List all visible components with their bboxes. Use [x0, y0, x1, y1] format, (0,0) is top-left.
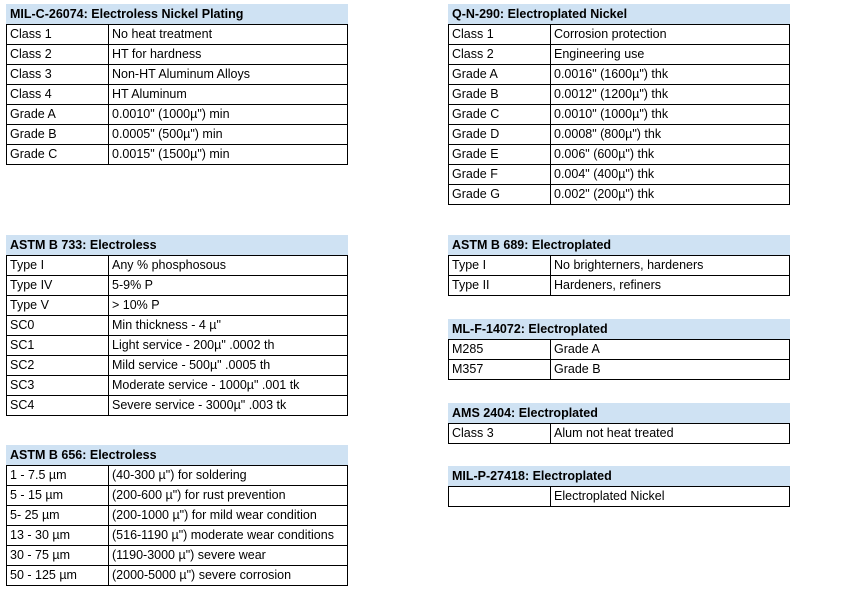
- spec-description-cell: (40-300 µ") for soldering: [109, 466, 348, 486]
- spec-title: MIL-P-27418: Electroplated: [448, 466, 790, 486]
- spec-description-cell: Grade A: [551, 340, 790, 360]
- spec-title: MIL-C-26074: Electroless Nickel Plating: [6, 4, 348, 24]
- spec-description-cell: 0.0016" (1600µ") thk: [551, 65, 790, 85]
- table-row: [449, 256, 790, 276]
- table-row: [7, 256, 348, 276]
- spec-table: [448, 24, 790, 205]
- table-row: [7, 506, 348, 526]
- spec-code-cell: M285: [449, 340, 551, 360]
- spec-code-cell: SC4: [7, 396, 109, 416]
- table-row: [449, 340, 790, 360]
- spec-code-cell: 50 - 125 µm: [7, 566, 109, 586]
- spec-code-cell: Grade A: [449, 65, 551, 85]
- spec-code-cell: Class 1: [7, 25, 109, 45]
- spec-title: Q-N-290: Electroplated Nickel: [448, 4, 790, 24]
- spec-code-cell: Grade D: [449, 125, 551, 145]
- spec-astm-b733: [6, 235, 348, 416]
- spec-description-cell: Light service - 200µ" .0002 th: [109, 336, 348, 356]
- spec-description-cell: 0.0008" (800µ") thk: [551, 125, 790, 145]
- spec-code-cell: Class 2: [7, 45, 109, 65]
- spec-description-cell: 0.0010" (1000µ") min: [109, 105, 348, 125]
- spec-description-cell: Engineering use: [551, 45, 790, 65]
- spec-code-cell: Grade E: [449, 145, 551, 165]
- table-row: [449, 360, 790, 380]
- spec-description-cell: No heat treatment: [109, 25, 348, 45]
- spec-code-cell: 5 - 15 µm: [7, 486, 109, 506]
- spec-description-cell: 0.0015" (1500µ") min: [109, 145, 348, 165]
- spec-description-cell: No brighterners, hardeners: [551, 256, 790, 276]
- table-row: [7, 486, 348, 506]
- table-row: [449, 125, 790, 145]
- spec-description-cell: Moderate service - 1000µ" .001 tk: [109, 376, 348, 396]
- spec-code-cell: Grade C: [449, 105, 551, 125]
- spec-code-cell: SC1: [7, 336, 109, 356]
- spec-description-cell: (2000-5000 µ") severe corrosion: [109, 566, 348, 586]
- spec-table: [6, 255, 348, 416]
- spec-code-cell: Type I: [449, 256, 551, 276]
- spec-code-cell: Type IV: [7, 276, 109, 296]
- spec-description-cell: HT for hardness: [109, 45, 348, 65]
- spec-code-cell: Grade B: [449, 85, 551, 105]
- table-row: [7, 45, 348, 65]
- table-row: [7, 125, 348, 145]
- spec-description-cell: Non-HT Aluminum Alloys: [109, 65, 348, 85]
- table-row: [449, 65, 790, 85]
- spec-table: [6, 24, 348, 165]
- table-row: [7, 376, 348, 396]
- spec-code-cell: SC0: [7, 316, 109, 336]
- spec-description-cell: Corrosion protection: [551, 25, 790, 45]
- table-row: [7, 105, 348, 125]
- spec-code-cell: 5- 25 µm: [7, 506, 109, 526]
- spec-code-cell: Grade C: [7, 145, 109, 165]
- spec-code-cell: 1 - 7.5 µm: [7, 466, 109, 486]
- spec-ml-f-14072: [448, 319, 790, 380]
- spec-description-cell: 5-9% P: [109, 276, 348, 296]
- table-row: [449, 165, 790, 185]
- spec-description-cell: 0.002" (200µ") thk: [551, 185, 790, 205]
- table-row: [7, 396, 348, 416]
- table-row: [7, 466, 348, 486]
- table-row: [7, 336, 348, 356]
- spec-description-cell: 0.0010" (1000µ") thk: [551, 105, 790, 125]
- spec-code-cell: Grade A: [7, 105, 109, 125]
- spec-description-cell: (200-1000 µ") for mild wear condition: [109, 506, 348, 526]
- spec-astm-b656: [6, 445, 348, 586]
- spec-code-cell: Class 2: [449, 45, 551, 65]
- spec-description-cell: Electroplated Nickel: [551, 487, 790, 507]
- spec-table: [448, 255, 790, 296]
- spec-description-cell: Hardeners, refiners: [551, 276, 790, 296]
- spec-title: ML-F-14072: Electroplated: [448, 319, 790, 339]
- spec-description-cell: 0.006" (600µ") thk: [551, 145, 790, 165]
- spec-mil-c-26074: [6, 4, 348, 165]
- table-row: [7, 296, 348, 316]
- table-row: [7, 356, 348, 376]
- spec-table: [6, 465, 348, 586]
- spec-code-cell: 30 - 75 µm: [7, 546, 109, 566]
- table-row: [449, 25, 790, 45]
- spec-description-cell: 0.0012" (1200µ") thk: [551, 85, 790, 105]
- spec-mil-p-27418: [448, 466, 790, 507]
- table-row: [7, 65, 348, 85]
- spec-description-cell: Severe service - 3000µ" .003 tk: [109, 396, 348, 416]
- spec-code-cell: Class 3: [7, 65, 109, 85]
- table-row: [7, 316, 348, 336]
- table-row: [7, 276, 348, 296]
- table-row: [449, 424, 790, 444]
- spec-description-cell: Min thickness - 4 µ": [109, 316, 348, 336]
- spec-description-cell: Grade B: [551, 360, 790, 380]
- spec-ams-2404: [448, 403, 790, 444]
- spec-description-cell: (516-1190 µ") moderate wear conditions: [109, 526, 348, 546]
- spec-description-cell: Mild service - 500µ" .0005 th: [109, 356, 348, 376]
- spec-description-cell: (1190-3000 µ") severe wear: [109, 546, 348, 566]
- spec-description-cell: > 10% P: [109, 296, 348, 316]
- spec-astm-b689: [448, 235, 790, 296]
- spec-code-cell: Grade F: [449, 165, 551, 185]
- table-row: [449, 487, 790, 507]
- spec-code-cell: SC2: [7, 356, 109, 376]
- spec-description-cell: (200-600 µ") for rust prevention: [109, 486, 348, 506]
- spec-table: [448, 423, 790, 444]
- spec-code-cell: Class 1: [449, 25, 551, 45]
- spec-description-cell: 0.004" (400µ") thk: [551, 165, 790, 185]
- spec-code-cell: Class 4: [7, 85, 109, 105]
- spec-code-cell: Grade G: [449, 185, 551, 205]
- table-row: [7, 546, 348, 566]
- spec-code-cell: Type V: [7, 296, 109, 316]
- table-row: [449, 276, 790, 296]
- spec-code-cell: Type II: [449, 276, 551, 296]
- table-row: [7, 145, 348, 165]
- table-row: [449, 45, 790, 65]
- spec-description-cell: 0.0005" (500µ") min: [109, 125, 348, 145]
- table-row: [7, 25, 348, 45]
- spec-title: AMS 2404: Electroplated: [448, 403, 790, 423]
- spec-code-cell: SC3: [7, 376, 109, 396]
- spec-code-cell: M357: [449, 360, 551, 380]
- spec-table: [448, 339, 790, 380]
- table-row: [7, 566, 348, 586]
- spec-qn-290: [448, 4, 790, 205]
- spec-table: [448, 486, 790, 507]
- table-row: [7, 526, 348, 546]
- table-row: [7, 85, 348, 105]
- spec-code-cell: 13 - 30 µm: [7, 526, 109, 546]
- spec-title: ASTM B 689: Electroplated: [448, 235, 790, 255]
- spec-title: ASTM B 656: Electroless: [6, 445, 348, 465]
- table-row: [449, 105, 790, 125]
- table-row: [449, 145, 790, 165]
- spec-code-cell: Class 3: [449, 424, 551, 444]
- table-row: [449, 185, 790, 205]
- spec-code-cell: [449, 487, 551, 507]
- spec-code-cell: Grade B: [7, 125, 109, 145]
- spec-description-cell: Any % phosphosous: [109, 256, 348, 276]
- table-row: [449, 85, 790, 105]
- spec-description-cell: HT Aluminum: [109, 85, 348, 105]
- spec-description-cell: Alum not heat treated: [551, 424, 790, 444]
- spec-code-cell: Type I: [7, 256, 109, 276]
- spec-title: ASTM B 733: Electroless: [6, 235, 348, 255]
